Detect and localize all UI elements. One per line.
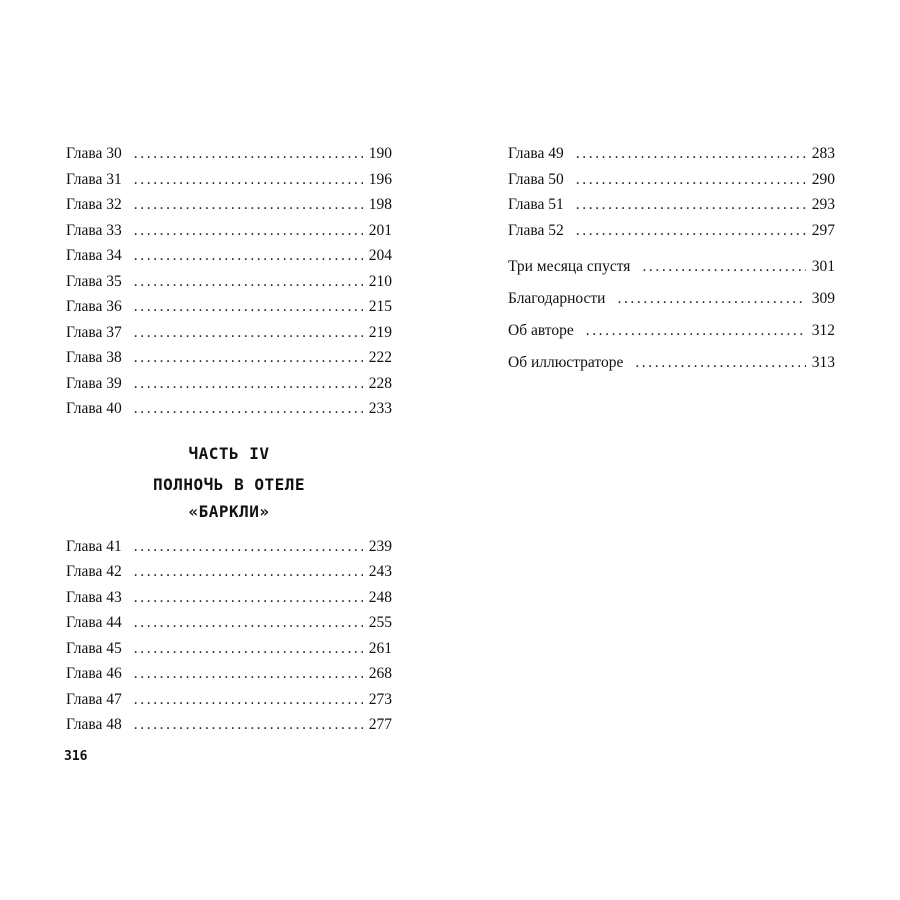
toc-page: 233 bbox=[368, 400, 392, 417]
toc-label: Глава 42 bbox=[66, 563, 122, 580]
dot-leader bbox=[134, 585, 363, 611]
dot-leader bbox=[134, 294, 363, 320]
part-title-line-2: «БАРКЛИ» bbox=[188, 501, 270, 521]
toc-label: Глава 40 bbox=[66, 400, 122, 417]
part-title-line-1: ПОЛНОЧЬ В ОТЕЛЕ bbox=[153, 474, 305, 494]
toc-row bbox=[508, 192, 835, 218]
dot-leader bbox=[134, 687, 363, 713]
toc-row bbox=[508, 251, 835, 283]
toc-page: 261 bbox=[368, 639, 392, 657]
dot-leader bbox=[134, 218, 363, 244]
toc-page: 219 bbox=[368, 323, 392, 341]
toc-row bbox=[66, 585, 392, 611]
dot-leader bbox=[134, 167, 363, 193]
dot-leader bbox=[134, 141, 363, 167]
toc-row bbox=[66, 320, 392, 346]
toc-label: Глава 51 bbox=[508, 196, 564, 213]
toc-page: 210 bbox=[368, 272, 392, 290]
toc-page: 290 bbox=[811, 170, 835, 188]
toc-row bbox=[508, 141, 835, 167]
toc-row bbox=[66, 192, 392, 218]
toc-page: 283 bbox=[811, 145, 835, 162]
toc-page: 312 bbox=[811, 322, 835, 339]
toc-row bbox=[66, 712, 392, 738]
toc-label: Глава 31 bbox=[66, 170, 122, 188]
toc-page: 255 bbox=[368, 614, 392, 631]
toc-list-extras bbox=[508, 251, 835, 379]
toc-page: 228 bbox=[368, 374, 392, 392]
toc-label: Три месяца спустя bbox=[508, 258, 631, 275]
toc-label: Глава 33 bbox=[66, 221, 122, 239]
toc-page: 293 bbox=[811, 196, 835, 213]
toc-row bbox=[508, 167, 835, 193]
toc-row bbox=[66, 559, 392, 585]
toc-page: 313 bbox=[811, 354, 835, 371]
toc-row bbox=[66, 345, 392, 371]
toc-page: 268 bbox=[368, 665, 392, 682]
toc-label: Глава 37 bbox=[66, 323, 122, 341]
toc-left-column bbox=[66, 141, 392, 738]
toc-label: Об авторе bbox=[508, 322, 574, 339]
toc-list-chapters bbox=[508, 141, 835, 243]
dot-leader bbox=[134, 269, 363, 295]
dot-leader bbox=[134, 345, 363, 371]
toc-page: 301 bbox=[811, 258, 835, 275]
toc-row bbox=[66, 396, 392, 422]
toc-label: Об иллюстраторе bbox=[508, 354, 624, 371]
dot-leader bbox=[134, 192, 363, 218]
toc-page: 248 bbox=[368, 588, 392, 606]
toc-label: Глава 34 bbox=[66, 247, 122, 264]
toc-label: Глава 47 bbox=[66, 690, 122, 708]
toc-label: Глава 46 bbox=[66, 665, 122, 682]
toc-row bbox=[66, 687, 392, 713]
toc-label: Глава 30 bbox=[66, 145, 122, 162]
toc-page: 196 bbox=[368, 170, 392, 188]
dot-leader bbox=[134, 320, 363, 346]
toc-label: Глава 48 bbox=[66, 716, 122, 733]
toc-row bbox=[66, 661, 392, 687]
toc-list-part bbox=[66, 534, 392, 738]
toc-page: 309 bbox=[811, 290, 835, 307]
dot-leader bbox=[576, 218, 806, 244]
toc-list-top bbox=[66, 141, 392, 422]
dot-leader bbox=[576, 167, 806, 193]
toc-label: Глава 44 bbox=[66, 614, 122, 631]
dot-leader bbox=[617, 283, 805, 315]
dot-leader bbox=[642, 251, 805, 283]
toc-page: 273 bbox=[368, 690, 392, 708]
dot-leader bbox=[635, 347, 805, 379]
dot-leader bbox=[134, 396, 363, 422]
toc-row bbox=[66, 636, 392, 662]
toc-row bbox=[508, 315, 835, 347]
toc-row bbox=[66, 167, 392, 193]
toc-page: 215 bbox=[368, 298, 392, 315]
toc-page: 204 bbox=[368, 247, 392, 264]
toc-page: 239 bbox=[368, 537, 392, 555]
dot-leader bbox=[134, 534, 363, 560]
dot-leader bbox=[576, 192, 806, 218]
toc-label: Глава 45 bbox=[66, 639, 122, 657]
dot-leader bbox=[134, 559, 363, 585]
toc-row bbox=[508, 218, 835, 244]
toc-row bbox=[66, 218, 392, 244]
part-heading bbox=[66, 439, 392, 526]
toc-label: Глава 50 bbox=[508, 170, 564, 188]
toc-row bbox=[66, 294, 392, 320]
toc-page: 243 bbox=[368, 563, 392, 580]
toc-row bbox=[66, 141, 392, 167]
dot-leader bbox=[586, 315, 806, 347]
toc-row bbox=[66, 269, 392, 295]
toc-right-column bbox=[508, 141, 835, 379]
toc-row bbox=[508, 283, 835, 315]
toc-row bbox=[66, 243, 392, 269]
dot-leader bbox=[134, 661, 363, 687]
toc-label: Глава 32 bbox=[66, 196, 122, 213]
toc-row bbox=[508, 347, 835, 379]
dot-leader bbox=[134, 712, 363, 738]
toc-label: Глава 38 bbox=[66, 349, 122, 366]
dot-leader bbox=[134, 371, 363, 397]
toc-label: Глава 43 bbox=[66, 588, 122, 606]
toc-label: Глава 35 bbox=[66, 272, 122, 290]
dot-leader bbox=[134, 243, 363, 269]
page-number: 316 bbox=[64, 749, 88, 764]
toc-label: Благодарности bbox=[508, 290, 606, 307]
toc-page: 201 bbox=[368, 221, 392, 239]
dot-leader bbox=[134, 610, 363, 636]
toc-page: 222 bbox=[368, 349, 392, 366]
toc-page: 297 bbox=[811, 221, 835, 239]
toc-label: Глава 41 bbox=[66, 537, 122, 555]
dot-leader bbox=[134, 636, 363, 662]
toc-label: Глава 49 bbox=[508, 145, 564, 162]
part-label: ЧАСТЬ IV bbox=[188, 443, 270, 463]
toc-page: 277 bbox=[368, 716, 392, 733]
dot-leader bbox=[576, 141, 806, 167]
toc-page: 198 bbox=[368, 196, 392, 213]
toc-label: Глава 52 bbox=[508, 221, 564, 239]
toc-row bbox=[66, 534, 392, 560]
toc-row bbox=[66, 371, 392, 397]
toc-label: Глава 39 bbox=[66, 374, 122, 392]
toc-page: 190 bbox=[368, 145, 392, 162]
toc-label: Глава 36 bbox=[66, 298, 122, 315]
toc-row bbox=[66, 610, 392, 636]
